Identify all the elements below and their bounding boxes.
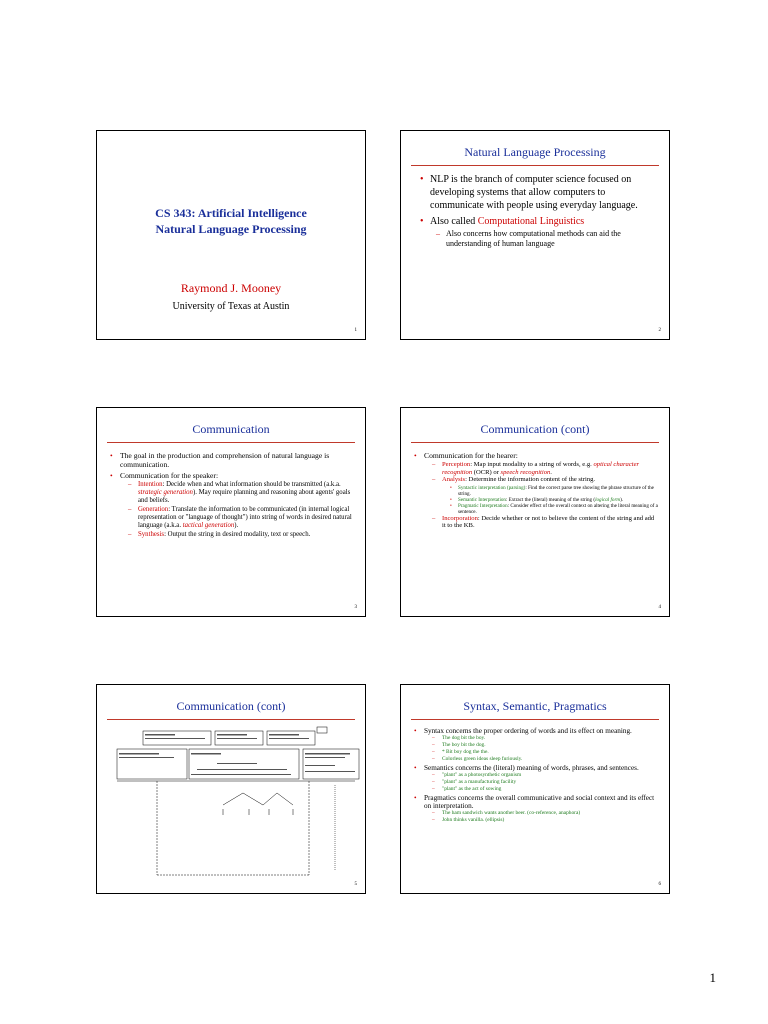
slide-body [109, 451, 355, 541]
sub-sub-bullet: • Pragmatic Interpretation: Consider effect of the overall context on altering the literal meaning of a sentence. [450, 503, 659, 515]
slide-number: 3 [354, 605, 357, 610]
slide-6 [400, 684, 670, 894]
slide-1-title: CS 343: Artificial Intelligence Natural Language Processing [155, 206, 307, 236]
slide-number: 6 [658, 882, 661, 887]
bullet-semantics: • Semantics concerns the (literal) meaning of words, phrases, and sentences. – "plant" as a photosynthetic organism – "plant" as a manufacturing facility – "plant" as the act of sowing [413, 764, 659, 793]
slide-4 [400, 407, 670, 617]
bullet: • Communication for the hearer: – Perception: Map input modality to a string of words, e.g. optical character recognition (OCR) or speech recognition. – Analysis: Determine the information content of the string. • Syntactic interpretation (parsing): Find the correct parse tree showing the phrase structure of the string. • Semantic Interpretation: Extract the (literal) meaning of the string (logical form). • Pragmatic Interpretation: Consider effect of the overall context on altering the literal meaning of a sentence. – Incorporation: Decide whether or not to believe the content of the string and add it to the KB. [413, 451, 659, 530]
bullet-pragmatics: • Pragmatics concerns the overall communicative and social context and its effect on interpretation. – The ham sandwich wants another beer. (co-reference, anaphora) – John thinks vanilla. (ellipsis) [413, 794, 659, 824]
sub-bullet-perception: – Perception: Map input modality to a string of words, e.g. optical character recognition (OCR) or speech recognition. [432, 461, 659, 476]
bullet: • Also called Computational Linguistics – Also concerns how computational methods can aid the understanding of human language [419, 215, 659, 249]
communication-diagram [97, 685, 367, 895]
example: – * Bit boy dog the the. [432, 749, 659, 756]
sub-bullet-synthesis: – Synthesis: Output the string in desired modality, text or speech. [128, 531, 355, 539]
bullet-syntax: • Syntax concerns the proper ordering of words and its effect on meaning. – The dog bit the boy. – The boy bit the dog. – * Bit boy dog the the. – Colorless green ideas sleep furiously. [413, 727, 659, 763]
slide-title: Communication [192, 422, 270, 436]
slide-number: 1 [354, 328, 357, 333]
example: – The ham sandwich wants another beer. (co-reference, anaphora) [432, 810, 659, 817]
slide-5 [96, 684, 366, 894]
sub-sub-bullet: • Syntactic interpretation (parsing): Find the correct parse tree showing the phrase structure of the string. [450, 485, 659, 497]
page-number: 1 [709, 970, 716, 985]
example: – Colorless green ideas sleep furiously. [432, 756, 659, 763]
bullet: • The goal in the production and comprehension of natural language is communication. [109, 451, 355, 469]
slide-number: 2 [658, 328, 661, 333]
sub-bullet-generation: – Generation: Translate the information to be communicated (in internal logical representation or "language of thought") into string of words in desired natural language (a.k.a. tactical generation). [128, 506, 355, 530]
slide-title: Communication (cont) [176, 699, 286, 713]
slide-title: Natural Language Processing [464, 145, 606, 159]
slide-3 [96, 407, 366, 617]
slide-title: Syntax, Semantic, Pragmatics [463, 699, 607, 713]
affiliation: University of Texas at Austin [172, 301, 290, 312]
title-divider [411, 442, 659, 443]
slide-2 [400, 130, 670, 340]
example: – The boy bit the dog. [432, 742, 659, 749]
sub-sub-bullet: • Semantic Interpretation: Extract the (literal) meaning of the string (logical form). [450, 497, 659, 503]
sub-bullet: – Also concerns how computational methods can aid the understanding of human language [436, 229, 659, 249]
example: – "plant" as the act of sowing [432, 786, 659, 793]
slide-number: 4 [658, 605, 661, 610]
author-name: Raymond J. Mooney [180, 281, 282, 295]
title-divider [411, 719, 659, 720]
title-divider [107, 442, 355, 443]
title-divider [411, 165, 659, 166]
slide-body [419, 173, 659, 252]
slide-number: 5 [354, 882, 357, 887]
example: – "plant" as a manufacturing facility [432, 779, 659, 786]
slide-body [413, 727, 659, 825]
example: – "plant" as a photosynthetic organism [432, 772, 659, 779]
sub-bullet-analysis: – Analysis: Determine the information content of the string. • Syntactic interpretation (parsing): Find the correct parse tree showing the phrase structure of the string. • Semantic Interpretation: Extract the (literal) meaning of the string (logical form). • Pragmatic Interpretation: Consider effect of the overall context on altering the literal meaning of a sentence. [432, 476, 659, 515]
sub-bullet-incorporation: – Incorporation: Decide whether or not to believe the content of the string and add it to the KB. [432, 515, 659, 530]
highlight-term: Computational Linguistics [477, 216, 585, 227]
bullet: • NLP is the branch of computer science focused on developing systems that allow computers to communicate with people using everyday language. [419, 173, 659, 212]
slide-1 [96, 130, 366, 340]
example: – John thinks vanilla. (ellipsis) [432, 817, 659, 824]
bullet: • Communication for the speaker: – Intention: Decide when and what information should be transmitted (a.k.a. strategic generation). May require planning and reasoning about agents' goals and beliefs. – Generation: Translate the information to be communicated (in internal logical representation or "language of thought") into string of words in desired natural language (a.k.a. tactical generation). – Synthesis: Output the string in desired modality, text or speech. [109, 471, 355, 539]
slide-title: Communication (cont) [480, 422, 590, 436]
slide-body [413, 451, 659, 530]
example: – The dog bit the boy. [432, 735, 659, 742]
sub-bullet-intention: – Intention: Decide when and what information should be transmitted (a.k.a. strategic generation). May require planning and reasoning about agents' goals and beliefs. [128, 481, 355, 505]
